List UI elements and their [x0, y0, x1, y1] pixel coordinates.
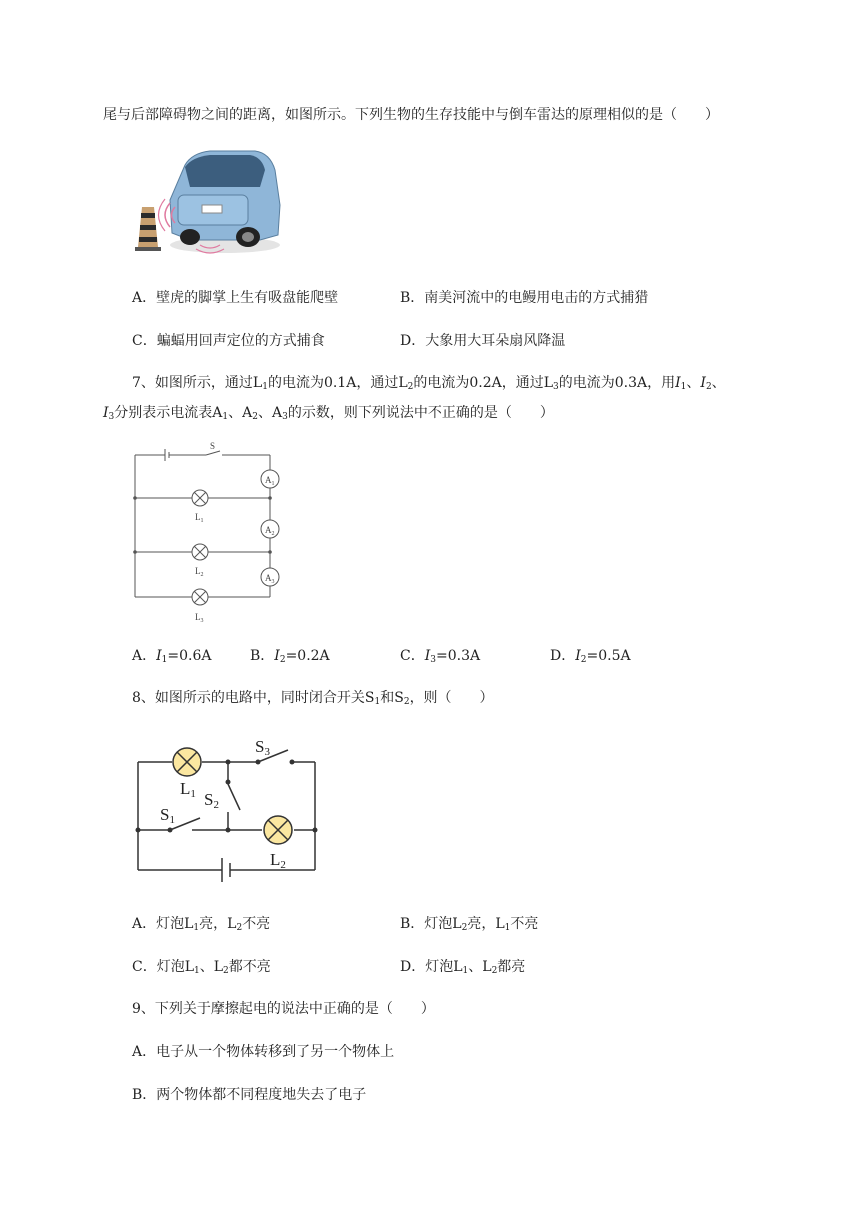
svg-text:S1: S1	[160, 805, 175, 826]
svg-text:L2: $L_2$	[195, 566, 204, 578]
svg-text:A2: $A_2$	[265, 525, 275, 537]
q7-option-b[interactable]: B．$I_2=0.2A$	[250, 648, 330, 665]
svg-text:L1: $L_1$	[195, 512, 204, 524]
q9-option-b[interactable]: B．两个物体都不同程度地失去了电子	[132, 1087, 367, 1103]
svg-text:S2: S2	[204, 790, 219, 811]
svg-text:A3: $A_3$	[265, 573, 275, 585]
svg-text:S3: S3	[255, 737, 270, 758]
q7-stem-line1: 7、如图所示，通过$L_1$的电流为0.1A，通过$L_2$的电流为0.2A，通过$L_3$的电流为0.3A，用$I_1$、$I_2$、	[132, 375, 726, 392]
q7-switch-label: S	[210, 441, 216, 451]
q6-stem-tail: 尾与后部障碍物之间的距离，如图所示。下列生物的生存技能中与倒车雷达的原理相似的是（ ）	[103, 107, 719, 123]
svg-text:L1: L1	[180, 779, 196, 800]
q7-circuit-diagram	[130, 440, 290, 630]
q8-stem: 8、如图所示的电路中，同时闭合开关$S_1$和$S_2$，则（ ）	[132, 690, 494, 707]
q7-stem-line2: $I_3$分别表示电流表$A_1$、$A_2$、$A_3$的示数，则下列说法中不正确的是（ ）	[103, 405, 554, 422]
q6-option-c[interactable]: C．蝙蝠用回声定位的方式捕食	[132, 333, 325, 349]
q8-option-c[interactable]: C．灯泡$L_1$、$L_2$都不亮	[132, 959, 271, 976]
q8-circuit-diagram	[130, 732, 330, 892]
q6-option-a[interactable]: A．壁虎的脚掌上生有吸盘能爬壁	[132, 290, 339, 306]
q9-option-a[interactable]: A．电子从一个物体转移到了另一个物体上	[132, 1044, 395, 1060]
q7-option-a[interactable]: A．$I_1=0.6A$	[132, 648, 212, 665]
q8-option-d[interactable]: D．灯泡$L_1$、$L_2$都亮	[400, 959, 526, 976]
svg-text:L3: $L_3$	[195, 612, 204, 624]
q9-stem: 9、下列关于摩擦起电的说法中正确的是（ ）	[132, 1001, 435, 1017]
q8-option-a[interactable]: A．灯泡$L_1$亮，$L_2$不亮	[132, 916, 271, 933]
car-radar-illustration	[130, 145, 282, 263]
q6-option-d[interactable]: D．大象用大耳朵扇风降温	[400, 333, 566, 349]
svg-text:L2: L2	[270, 850, 286, 871]
q7-option-d[interactable]: D．$I_2=0.5A$	[550, 648, 631, 665]
q7-option-c[interactable]: C．$I_3=0.3A$	[400, 648, 481, 665]
svg-text:A1: $A_1$	[265, 475, 275, 487]
q8-option-b[interactable]: B．灯泡$L_2$亮，$L_1$不亮	[400, 916, 539, 933]
q6-option-b[interactable]: B．南美河流中的电鳗用电击的方式捕猎	[400, 290, 649, 306]
